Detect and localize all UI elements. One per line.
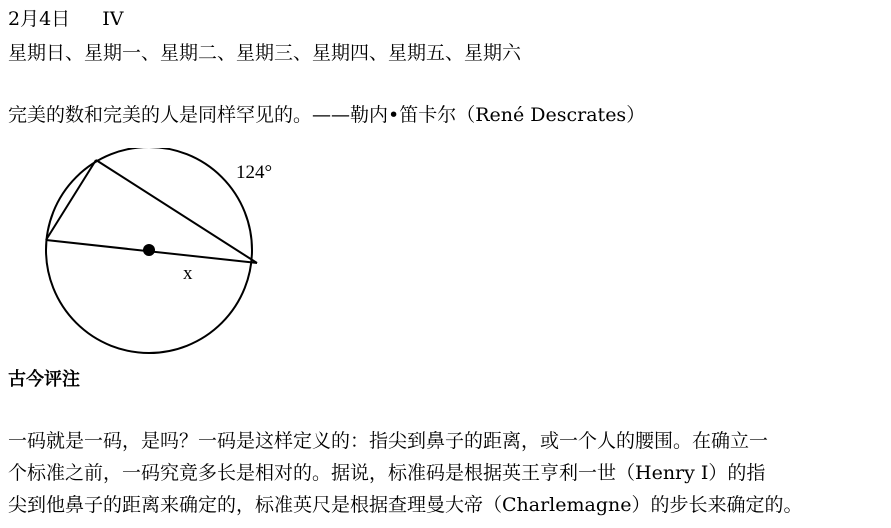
date-line xyxy=(8,4,123,31)
arc-label: 124° xyxy=(236,162,273,183)
commentary-heading: 古今评注 xyxy=(8,369,80,390)
circle-diagram xyxy=(40,148,300,358)
weekdays-line: 星期日、星期一、星期二、星期三、星期四、星期五、星期六 xyxy=(8,42,522,64)
commentary-line-2: 个标准之前，一码究竟多长是相对的。据说，标准码是根据英王亨利一世（Henry I）的指 xyxy=(8,462,766,484)
quote-line: 完美的数和完美的人是同样罕见的。——勒内•笛卡尔（René Descrates） xyxy=(8,104,646,126)
roman-numeral: IV xyxy=(102,8,124,30)
commentary-line-3: 尖到他鼻子的距离来确定的，标准英尺是根据查理曼大帝（Charlemagne）的步长来确定的。 xyxy=(8,494,803,516)
center-point xyxy=(143,244,155,256)
commentary-line-1: 一码就是一码，是吗？一码是这样定义的：指尖到鼻子的距离，或一个人的腰围。在确立一 xyxy=(8,430,769,452)
date-text: 2月4日 xyxy=(8,8,71,30)
unknown-angle-label: x xyxy=(183,263,193,284)
chord-left xyxy=(46,160,96,240)
